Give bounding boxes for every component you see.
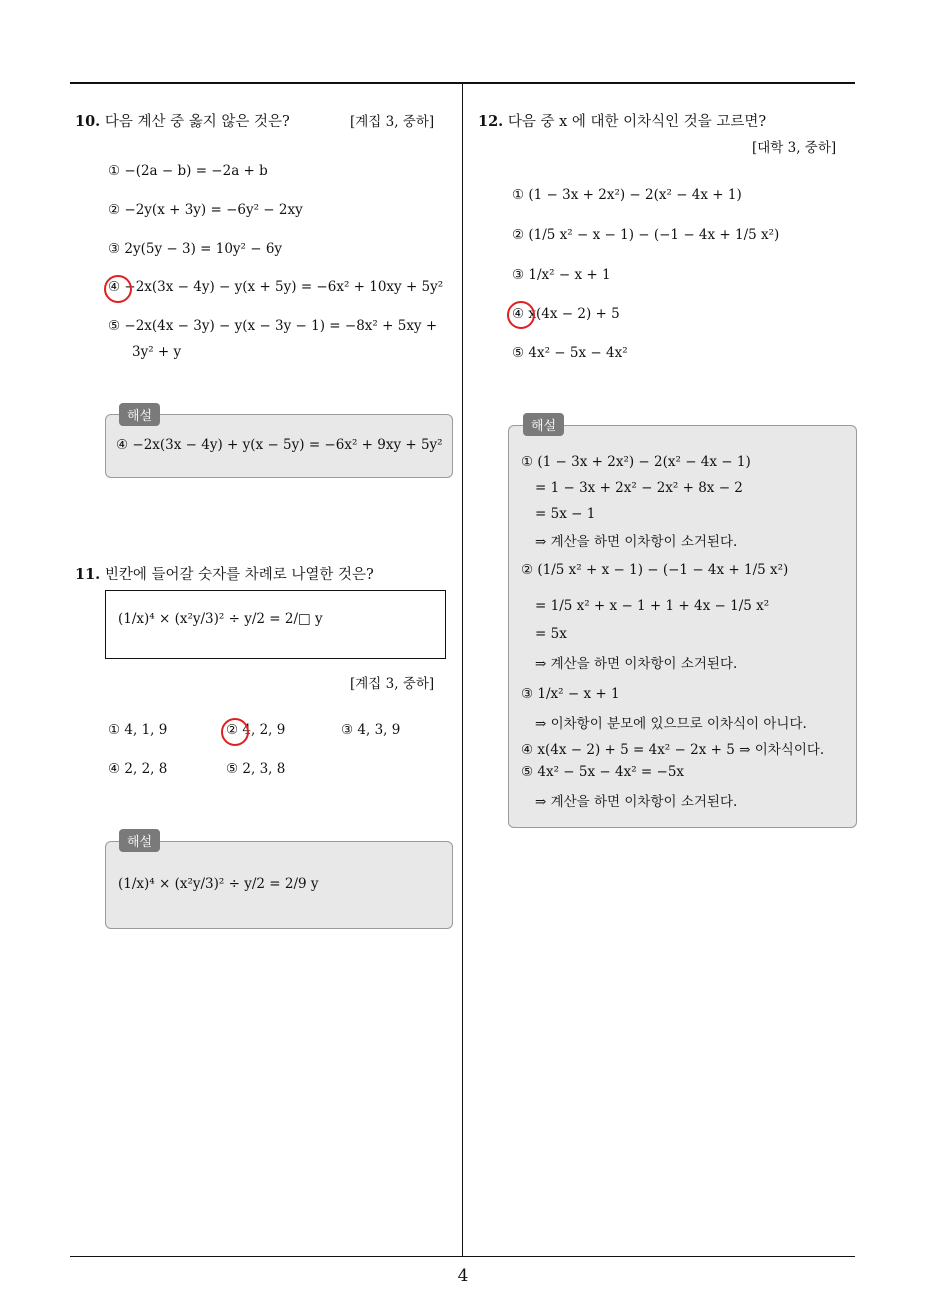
answer-circle-mark [221,718,249,746]
q11-title-row [75,563,374,584]
q10-solution-label: 해설 [119,403,160,426]
column-divider [462,84,463,1256]
q11-option-4: ④ 2, 2, 8 [108,761,168,777]
q12-option-5: ⑤ 4x² − 5x − 4x² [512,345,628,361]
bottom-rule [70,1256,855,1257]
q12-option-4: ④ x(4x − 2) + 5 [512,306,620,322]
q10-option-2: ② −2y(x + 3y) = −6y² − 2xy [108,202,303,218]
page-number: 4 [457,1266,469,1286]
q12-solution-line-2: = 1 − 3x + 2x² − 2x² + 8x − 2 [535,480,743,496]
q11-solution-label: 해설 [119,829,160,852]
q12-tag: [대학 3, 중하] [752,140,837,156]
q11-expression-box [105,590,446,659]
q12-solution-line-10: ⇒ 이차항이 분모에 있으므로 이차식이 아니다. [535,716,807,732]
q12-solution-line-7: = 5x [535,626,567,642]
q11-option-3: ③ 4, 3, 9 [341,722,401,738]
q12-number: 12. [478,113,504,130]
q11-option-2: ② 4, 2, 9 [226,722,286,738]
q12-solution-line-13: ⇒ 계산을 하면 이차항이 소거된다. [535,794,738,810]
q12-solution-line-6: = 1/5 x² + x − 1 + 1 + 4x − 1/5 x² [535,598,770,614]
q12-solution-box [508,425,857,828]
q11-title: 빈칸에 들어갈 숫자를 차례로 나열한 것은? [104,567,374,583]
q11-expression: (1/x)⁴ × (x²y/3)² ÷ y/2 = 2/□ y [118,611,323,627]
q12-solution-line-8: ⇒ 계산을 하면 이차항이 소거된다. [535,656,738,672]
q12-solution-line-4: ⇒ 계산을 하면 이차항이 소거된다. [535,534,738,550]
q12-solution-line-11: ④ x(4x − 2) + 5 = 4x² − 2x + 5 ⇒ 이차식이다. [521,742,825,758]
q12-title: 다음 중 x 에 대한 이차식인 것을 고르면? [507,114,767,130]
q12-solution-line-9: ③ 1/x² − x + 1 [521,686,620,702]
q12-solution-label: 해설 [523,413,564,436]
q11-option-1: ① 4, 1, 9 [108,722,168,738]
q11-tag: [계집 3, 중하] [350,676,435,692]
q12-title-row [478,110,766,131]
q12-option-3: ③ 1/x² − x + 1 [512,267,611,283]
q12-solution-line-12: ⑤ 4x² − 5x − 4x² = −5x [521,764,685,780]
q10-title: 다음 계산 중 옳지 않은 것은? [104,114,290,130]
answer-circle-mark [507,301,535,329]
q11-solution-text: (1/x)⁴ × (x²y/3)² ÷ y/2 = 2/9 y [118,876,319,892]
q11-option-5: ⑤ 2, 3, 8 [226,761,286,777]
q11-solution-box [105,841,453,929]
q11-number: 11. [75,566,101,583]
q12-option-1: ① (1 − 3x + 2x²) − 2(x² − 4x + 1) [512,187,742,203]
q10-solution-text: ④ −2x(3x − 4y) + y(x − 5y) = −6x² + 9xy + 5y² [116,437,443,453]
q10-option-5: ⑤ −2x(4x − 3y) − y(x − 3y − 1) = −8x² + 5xy + [108,318,438,334]
q10-option-3: ③ 2y(5y − 3) = 10y² − 6y [108,241,283,257]
q12-solution-line-5: ② (1/5 x² + x − 1) − (−1 − 4x + 1/5 x²) [521,562,789,578]
q10-option-5-cont: 3y² + y [132,344,182,360]
q10-option-1: ① −(2a − b) = −2a + b [108,163,268,179]
q12-option-2: ② (1/5 x² − x − 1) − (−1 − 4x + 1/5 x²) [512,227,780,243]
answer-circle-mark [104,275,132,303]
q10-title-row [75,110,290,131]
q12-solution-line-1: ① (1 − 3x + 2x²) − 2(x² − 4x − 1) [521,454,751,470]
q10-tag: [계집 3, 중하] [350,114,435,130]
q10-option-4: ④ −2x(3x − 4y) − y(x + 5y) = −6x² + 10xy + 5y² [108,279,444,295]
q10-number: 10. [75,113,101,130]
q12-solution-line-3: = 5x − 1 [535,506,596,522]
